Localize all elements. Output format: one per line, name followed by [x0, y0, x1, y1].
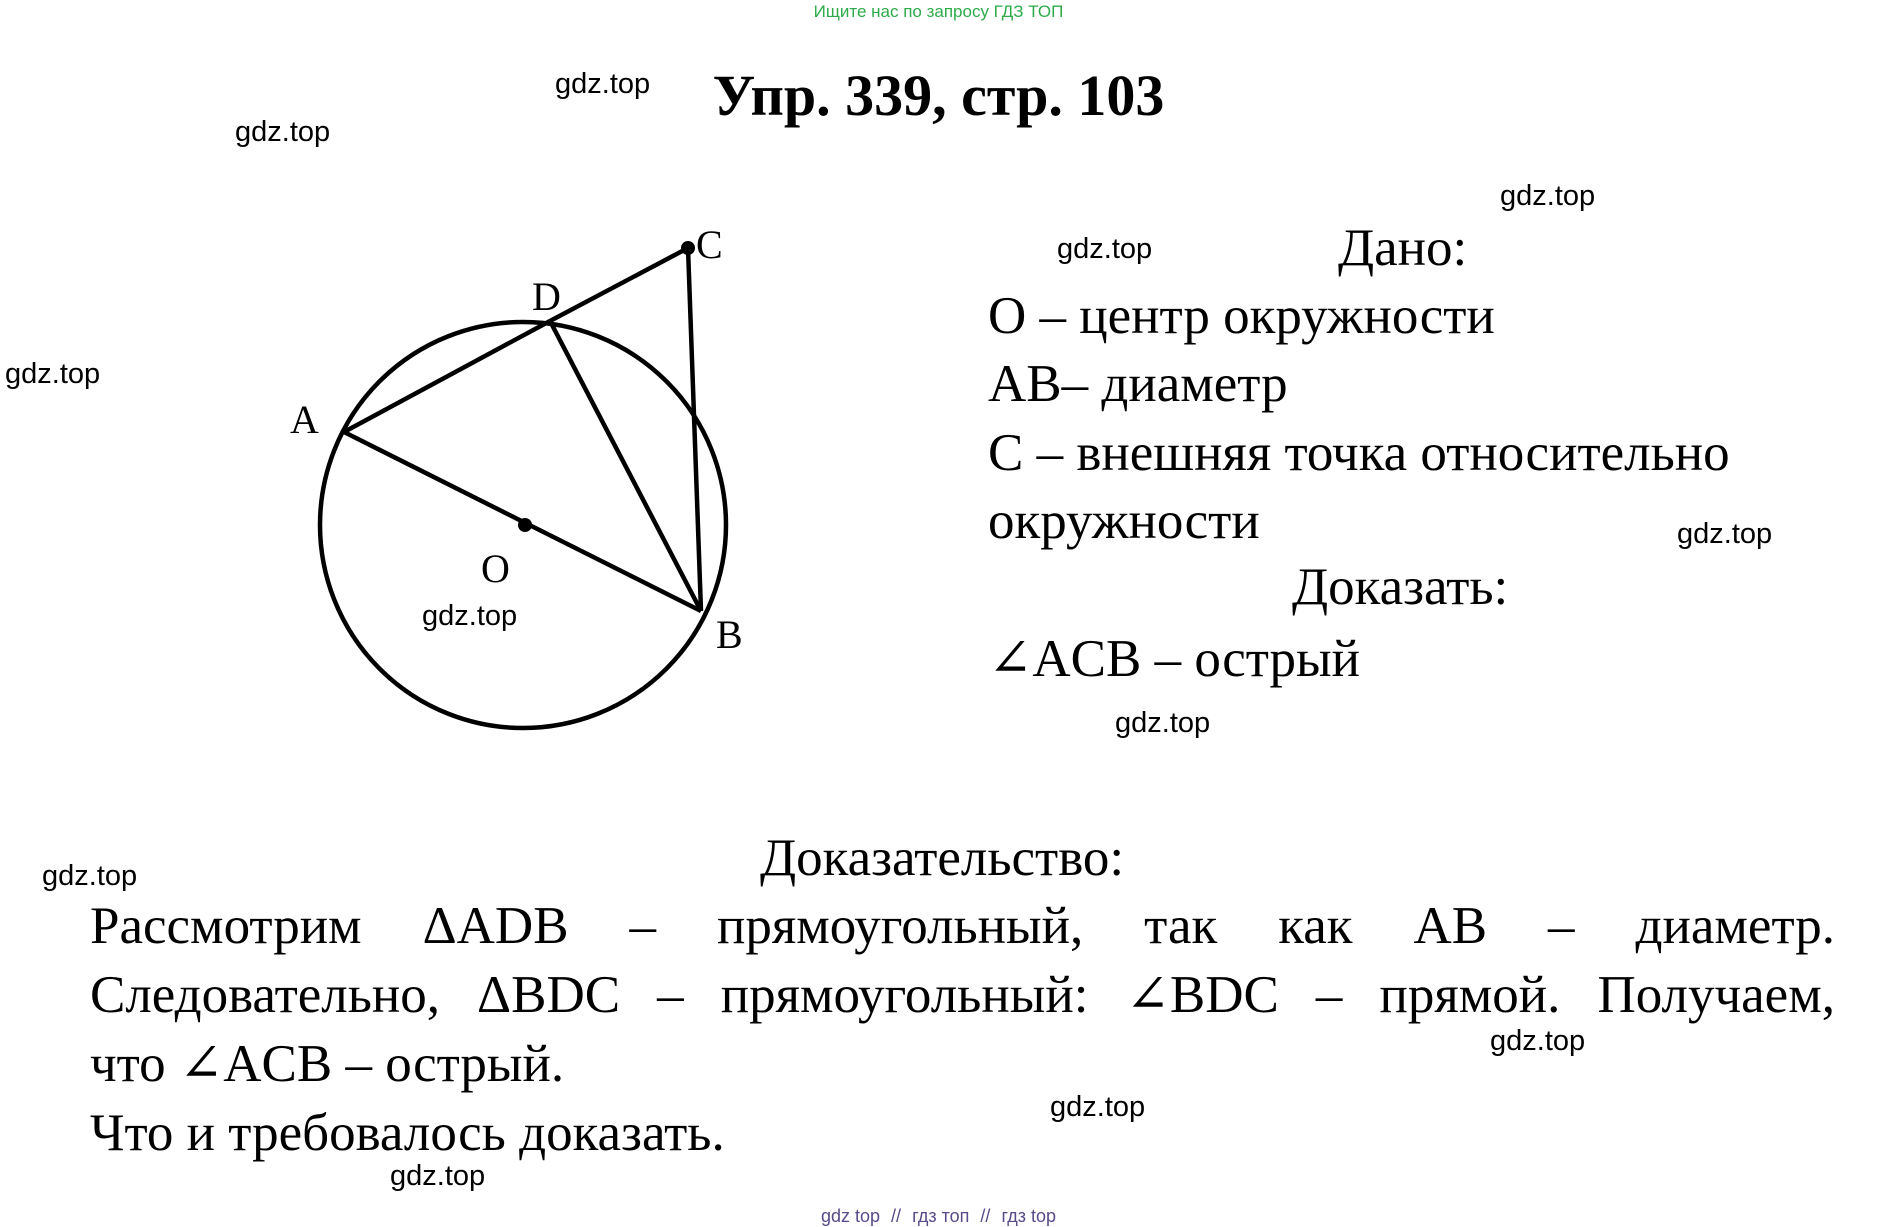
point-o [518, 518, 532, 532]
watermark: gdz.top [1490, 1025, 1586, 1057]
given-line: окружности [988, 492, 1260, 550]
proof-line: Что и требовалось доказать. [90, 1104, 725, 1162]
proof-body [90, 892, 1835, 1168]
segment-dc [550, 248, 688, 321]
watermark: gdz.top [555, 68, 651, 100]
proof-line: Рассмотрим ΔADB – прямоугольный, так как АВ – диаметр. [90, 897, 1835, 955]
given-line: АВ– диаметр [988, 355, 1288, 413]
prove-heading: Доказать: [1292, 558, 1509, 616]
prove-statement: ∠ACB – острый [988, 630, 1361, 688]
segment-db [550, 321, 701, 611]
search-banner: Ищите нас по запросу ГДЗ ТОП [813, 2, 1064, 21]
watermark: gdz.top [42, 860, 138, 892]
watermark: gdz.top [5, 358, 101, 390]
label-c: C [696, 222, 723, 267]
watermark: gdz.top [1500, 180, 1596, 212]
watermark: gdz.top [1115, 707, 1211, 739]
page-title: Упр. 339, стр. 103 [712, 63, 1165, 128]
watermark: gdz.top [422, 600, 518, 632]
label-o: O [481, 546, 510, 591]
segment-cb [688, 248, 701, 611]
watermark: gdz.top [1050, 1091, 1146, 1123]
watermark: gdz.top [1677, 518, 1773, 550]
footer-link[interactable]: gdz top [820, 1206, 881, 1226]
proof-line: что ∠ACB – острый. [90, 1035, 565, 1093]
proof-line: Следовательно, ΔBDC – прямоугольный: ∠BDC – прямой. Получаем, [90, 966, 1835, 1024]
point-c [681, 241, 695, 255]
given-line: С – внешняя точка относительно [988, 424, 1730, 482]
watermark: gdz.top [235, 116, 331, 148]
label-a: A [290, 397, 319, 442]
watermark: gdz.top [390, 1160, 486, 1192]
footer-separator: // [891, 1206, 902, 1226]
label-d: D [532, 274, 561, 319]
footer-separator: // [980, 1206, 991, 1226]
proof-heading: Доказательство: [760, 829, 1125, 887]
given-line: О – центр окружности [988, 287, 1495, 345]
footer-link[interactable]: гдз top [1001, 1206, 1056, 1226]
watermark: gdz.top [1057, 233, 1153, 265]
footer-link[interactable]: гдз топ [912, 1206, 970, 1226]
label-b: B [716, 612, 743, 657]
given-heading: Дано: [1338, 219, 1468, 277]
